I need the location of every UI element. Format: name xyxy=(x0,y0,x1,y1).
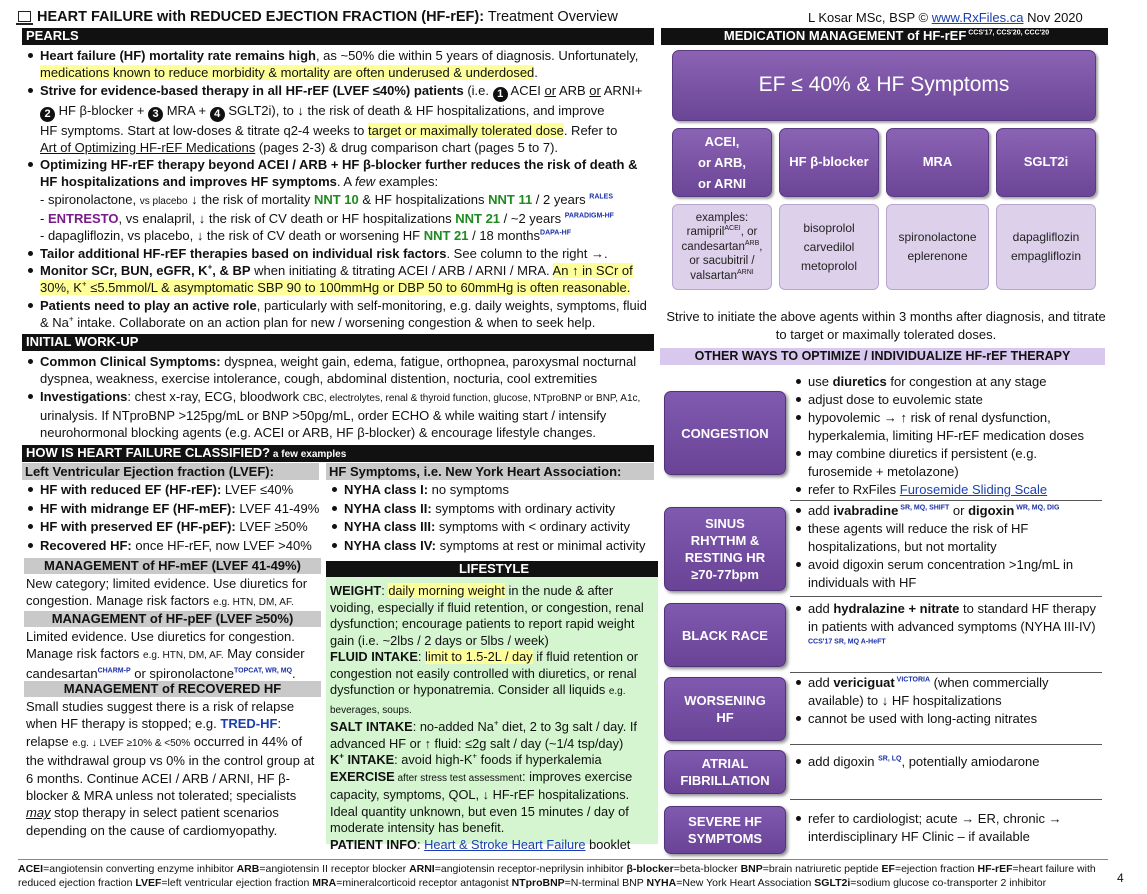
nyha-item: NYHA class IV: symptoms at rest or minimal activity xyxy=(328,537,658,556)
art-of-optimizing-link[interactable]: Art of Optimizing HF-rEF Medications xyxy=(40,139,256,155)
afib-list: add digoxin $^{SR, LQ}$, potentially amiodarone xyxy=(792,753,1102,771)
mgmt-mef-text: New category; limited evidence. Use diuretics for congestion. Manage risk factors e.g. HTN, DM, AF. xyxy=(26,576,308,609)
lifestyle-fluid: FLUID INTAKE: limit to 1.5-2L / day if fluid retention or congestion not easily controlled with diuretics, or renal dysfunction or hyponatremia. Consider all liquids e.g. beverages, soups. xyxy=(330,649,638,716)
workup-section xyxy=(24,353,654,441)
pearl-evidence: Strive for evidence-based therapy in all HF-rEF (LVEF ≤40%) patients (i.e. 1 ACEI or ARB or ARNI+ 2 HF β-blocker + 3 MRA + 4 SGLT2i), to ↓ the risk of death & HF hospitalizations, and improve HF symptoms. Start at low-doses & titrate q2-4 weeks to target or maximally tolerated dose. Refer to Art of Optimizing HF-rEF Medications (pages 2-3) & drug comparison chart (pages 5 to 7). xyxy=(24,82,652,157)
author-line: L Kosar MSc, BSP © www.RxFiles.ca Nov 2020 xyxy=(808,10,1083,25)
examples-list xyxy=(24,191,652,245)
lifestyle-patient-info: PATIENT INFO: Heart & Stroke Heart Failure booklet xyxy=(330,836,631,852)
footer-divider xyxy=(18,859,1108,860)
nyha-list xyxy=(328,481,658,555)
number-1-icon: 1 xyxy=(493,87,508,102)
lifestyle-heading: LIFESTYLE xyxy=(326,561,658,577)
separator xyxy=(790,744,1102,745)
furosemide-sliding-scale-link[interactable]: Furosemide Sliding Scale xyxy=(899,482,1048,497)
separator xyxy=(790,672,1102,673)
classified-heading: HOW IS HEART FAILURE CLASSIFIED? a few examples xyxy=(22,445,654,462)
heart-stroke-link[interactable]: Heart & Stroke Heart Failure xyxy=(424,836,586,852)
pearl-mortality: Heart failure (HF) mortality rate remains high, as ~50% die within 5 years of diagnosis. Unfortunately, medications known to reduce morbidity & mortality are often underused & underdosed. xyxy=(24,47,652,82)
example-entresto: - ENTRESTO, vs enalapril, ↓ the risk of CV death or HF hospitalizations NNT 21 / ~2 years $^{PARADIGM-HF}$ xyxy=(40,211,614,227)
separator xyxy=(790,799,1102,800)
lifestyle-salt: SALT INTAKE: no-added Na+ diet, 2 to 3g salt / day. If advanced HF or ↑ fluid: ≤2g salt / day (~1/4 tsp/day) xyxy=(330,718,637,751)
workup-investigations: Investigations: chest x-ray, ECG, bloodwork CBC, electrolytes, renal & thyroid function, glucose, NTproBNP or BNP, A1c, urinalysis. If NTproBNP >125pg/mL or BNP >50pg/mL, order ECHO & while waiting start / intensify neurohormonal blocking agents (e.g. ACEI or ARB, HF β-blocker) & encourage lifestyle changes. xyxy=(24,388,654,442)
mgmt-pef-heading: MANAGEMENT of HF-pEF (LVEF ≥50%) xyxy=(24,611,321,627)
lifestyle-potassium: K+ INTAKE: avoid high-K+ foods if hyperkalemia xyxy=(330,751,602,767)
separator xyxy=(790,500,1102,501)
lifestyle-exercise: EXERCISE after stress test assessment: improves exercise capacity, symptoms, QOL, ↓ HF-rEF hospitalizations. Ideal quantity unknown, but even 15 minutes / day of moderate intensity has benefit. xyxy=(330,768,633,835)
examples-betablocker-tile: bisoprolol carvedilol metoprolol xyxy=(779,204,879,290)
example-spironolactone: - spironolactone, vs placebo ↓ the risk of mortality NNT 10 & HF hospitalizations NNT 11 / 2 years $^{RALES}$ xyxy=(40,191,613,207)
lvef-item: HF with reduced EF (HF-rEF): LVEF ≤40% xyxy=(24,481,320,500)
number-3-icon: 3 xyxy=(148,107,163,122)
number-4-icon: 4 xyxy=(210,107,225,122)
nyha-item: NYHA class I: no symptoms xyxy=(328,481,658,500)
worsening-list: add vericiguat $^{VICTORIA}$ (when commercially available) to ↓ HF hospitalizations cannot be used with long-acting nitrates xyxy=(792,674,1102,728)
mgmt-mef-heading: MANAGEMENT of HF-mEF (LVEF 41-49%) xyxy=(24,558,321,574)
sinus-rhythm-tile: SINUS RHYTHM & RESTING HR ≥70-77bpm xyxy=(664,507,786,591)
severe-list: refer to cardiologist; acute → ER, chronic → interdisciplinary HF Clinic – if available xyxy=(792,810,1102,846)
workup-symptoms: Common Clinical Symptoms: dyspnea, weight gain, edema, fatigue, orthopnea, paroxysmal nocturnal dyspnea, weakness, exercise intolerance, cough, abdominal distention, nocturia, cool extremities xyxy=(24,353,654,388)
pearl-tailor: Tailor additional HF-rEF therapies based on individual risk factors. See column to the right →. xyxy=(24,245,652,262)
example-dapagliflozin: - dapagliflozin, vs placebo, ↓ the risk of CV death or worsening HF NNT 21 / 18 months$^{DAPA-HF}$ xyxy=(40,228,572,244)
examples-sglt2i-tile: dapagliflozin empagliflozin xyxy=(996,204,1096,290)
mgmt-pef-text: Limited evidence. Use diuretics for congestion. Manage risk factors e.g. HTN, DM, AF. May consider candesartan$^{CHARM-P}$ or spironolactone$^{TOPCAT, WR, MQ}$. xyxy=(26,629,305,681)
mgmt-recovered-text: Small studies suggest there is a risk of relapse when HF therapy is stopped; e.g. TRED-HF: relapse e.g. ↓ LVEF ≥10% & <50% occurred in 44% of the withdrawal group vs 0% in the control group at 6 months. Continue ACEI / ARB / ARNI, HF β-blocker & MRA unless not tolerated; specialists may stop therapy in select patient scenarios depending on the cause of cardiomyopathy. xyxy=(26,699,315,838)
pearl-patients: Patients need to play an active role, particularly with self-monitoring, e.g. daily weights, symptoms, fluid & Na+ intake. Collaborate on an action plan for new / worsening congestion & when to seek help. xyxy=(24,297,652,332)
black-race-tile: BLACK RACE xyxy=(664,603,786,667)
computer-icon xyxy=(18,11,31,22)
nyha-title: HF Symptoms, i.e. New York Heart Association: xyxy=(326,463,654,480)
ef-criteria-tile: EF ≤ 40% & HF Symptoms xyxy=(672,50,1096,121)
lifestyle-weight: WEIGHT: daily morning weight in the nude & after voiding, especially if fluid retention, or congestion, renal dysfunction; encourage patients to report rapid weight gain (i.e. ~2lbs / 2 days or 5lbs / week) xyxy=(330,583,644,648)
class-mra-tile: MRA xyxy=(886,128,989,197)
pearl-optimizing: Optimizing HF-rEF therapy beyond ACEI / ARB + HF β-blocker further reduces the risk of death & HF hospitalizations and improves HF symptoms. A few examples: xyxy=(24,156,652,191)
class-sglt2i-tile: SGLT2i xyxy=(996,128,1096,197)
pearl-monitor: Monitor SCr, BUN, eGFR, K+, & BP when initiating & titrating ACEI / ARB / ARNI / MRA. An ↑ in SCr of 30%, K+ ≤5.5mmol/L & asymptomatic SBP 90 to 100mmHg or DBP 50 to 60mmHg is often reasonable. xyxy=(24,262,652,297)
class-betablocker-tile: HF β-blocker xyxy=(779,128,879,197)
abbreviations-footer: ACEI=angiotensin converting enzyme inhibitor ARB=angiotensin II receptor blocker ARNI=angiotensin receptor-neprilysin inhibitor β-blocker=beta-blocker BNP=brain natriuretic peptide EF=ejection fraction HF-rEF=heart failure with reduced ejection fraction LVEF=left ventricular ejection fraction MRA=mineralcorticoid receptor antagonist NTproBNP=N-terminal BNP NYHA=New York Heart Association SGLT2i=sodium glucose co-transporter 2 inhibitor xyxy=(18,863,1096,889)
strive-text: Strive to initiate the above agents within 3 months after diagnosis, and titrate to target or maximally tolerated doses. xyxy=(666,309,1106,342)
nyha-item: NYHA class III: symptoms with < ordinary activity xyxy=(328,518,658,537)
other-ways-heading: OTHER WAYS TO OPTIMIZE / INDIVIDUALIZE HF-rEF THERAPY xyxy=(660,348,1105,365)
lvef-item: Recovered HF: once HF-rEF, now LVEF >40% xyxy=(24,537,320,556)
pearls-section xyxy=(24,47,652,331)
lvef-list xyxy=(24,481,320,555)
pearls-heading: PEARLS xyxy=(22,28,654,45)
atrial-fibrillation-tile: ATRIAL FIBRILLATION xyxy=(664,750,786,794)
lvef-item: HF with midrange EF (HF-mEF): LVEF 41-49% xyxy=(24,500,320,519)
lifestyle-section xyxy=(326,577,658,852)
severe-hf-tile: SEVERE HF SYMPTOMS xyxy=(664,806,786,854)
congestion-tile: CONGESTION xyxy=(664,391,786,475)
class-acei-tile: ACEI, or ARB, or ARNI xyxy=(672,128,772,197)
examples-acei-tile: examples: ramipril$^{ACEI}$, or candesartan$^{ARB}$, or sacubitril / valsartan$^{ARNI}$ xyxy=(672,204,772,290)
sinus-list: add ivabradine $^{SR, MQ, SHIFT}$ or digoxin $^{WR, MQ, DIG}$ these agents will reduce the risk of HF hospitalizations, but not mortality avoid digoxin serum concentration >1ng/mL in individuals with HF xyxy=(792,502,1102,592)
lvef-item: HF with preserved EF (HF-pEF): LVEF ≥50% xyxy=(24,518,320,537)
worsening-hf-tile: WORSENING HF xyxy=(664,677,786,741)
page-title: HEART FAILURE with REDUCED EJECTION FRACTION (HF-rEF): Treatment Overview xyxy=(18,9,618,26)
black-race-list: add hydralazine + nitrate to standard HF therapy in patients with advanced symptoms (NYHA III-IV) $^{CCS'17 SR, MQ A-HeFT}$ xyxy=(792,600,1102,654)
separator xyxy=(790,596,1102,597)
lvef-title: Left Ventricular Ejection fraction (LVEF): xyxy=(22,463,319,480)
mgmt-recovered-heading: MANAGEMENT of RECOVERED HF xyxy=(24,681,321,697)
nyha-item: NYHA class II: symptoms with ordinary activity xyxy=(328,500,658,519)
page-number: 4 xyxy=(1117,871,1124,885)
congestion-list: use diuretics for congestion at any stage adjust dose to euvolemic state hypovolemic → ↑ risk of renal dysfunction, hyperkalemia, limiting HF-rEF medication doses may combine diuretics if persistent (e.g. furosemide + metolazone) refer to RxFiles Furosemide Sliding Scale xyxy=(792,373,1102,499)
workup-heading: INITIAL WORK-UP xyxy=(22,334,654,351)
number-2-icon: 2 xyxy=(40,107,55,122)
examples-mra-tile: spironolactone eplerenone xyxy=(886,204,989,290)
rxfiles-link[interactable]: www.RxFiles.ca xyxy=(931,10,1024,25)
med-heading: MEDICATION MANAGEMENT of HF-rEF $^{CCS'17, CCS'20, CCC'20}$ xyxy=(661,28,1108,45)
